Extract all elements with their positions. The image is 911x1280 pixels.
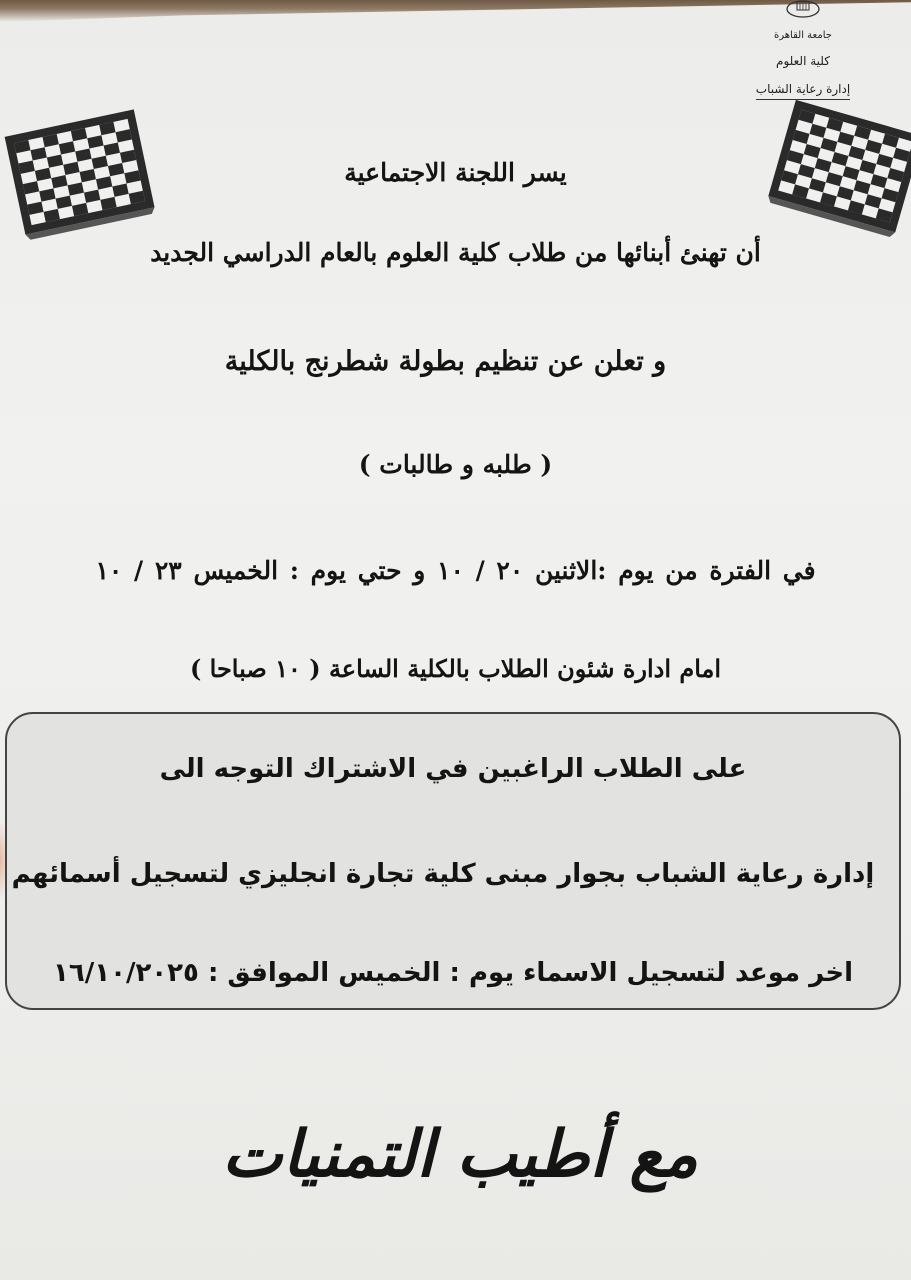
tournament-announcement: و تعلن عن تنظيم بطولة شطرنج بالكلية [224,346,667,377]
congratulations-line: أن تهنئ أبنائها من طلاب كلية العلوم بالعام الدراسي الجديد [150,238,761,267]
registration-instruction: على الطلاب الراغبين في الاشتراك التوجه الى [159,754,747,784]
university-logo-icon [780,0,826,26]
issuer-header [743,0,863,100]
tournament-dates: في الفترة من يوم :الاثنين ٢٠ / ١٠ و حتي يوم : الخميس ٢٣ / ١٠ [95,556,816,585]
department-name: إدارة رعاية الشباب [756,80,850,100]
registration-location: إدارة رعاية الشباب بجوار مبنى كلية تجارة انجليزي لتسجيل أسمائهم [11,859,875,889]
registration-box [5,712,901,1010]
institution-name: جامعة القاهرة [774,30,832,41]
registration-deadline: اخر موعد لتسجيل الاسماء يوم : الخميس الموافق : ١٦/١٠/٢٠٢٥ [52,958,854,988]
committee-heading: يسر اللجنة الاجتماعية [344,158,567,187]
faculty-name: كلية العلوم [776,54,830,68]
tournament-location-time: امام ادارة شئون الطلاب بالكلية الساعة ( ١٠ صباحا ) [189,654,722,683]
closing-text: مع أطيب التمنيات [222,1117,698,1192]
closing-calligraphy [180,1085,740,1245]
eligibility-note: ( طلبه و طالبات ) [358,450,553,479]
